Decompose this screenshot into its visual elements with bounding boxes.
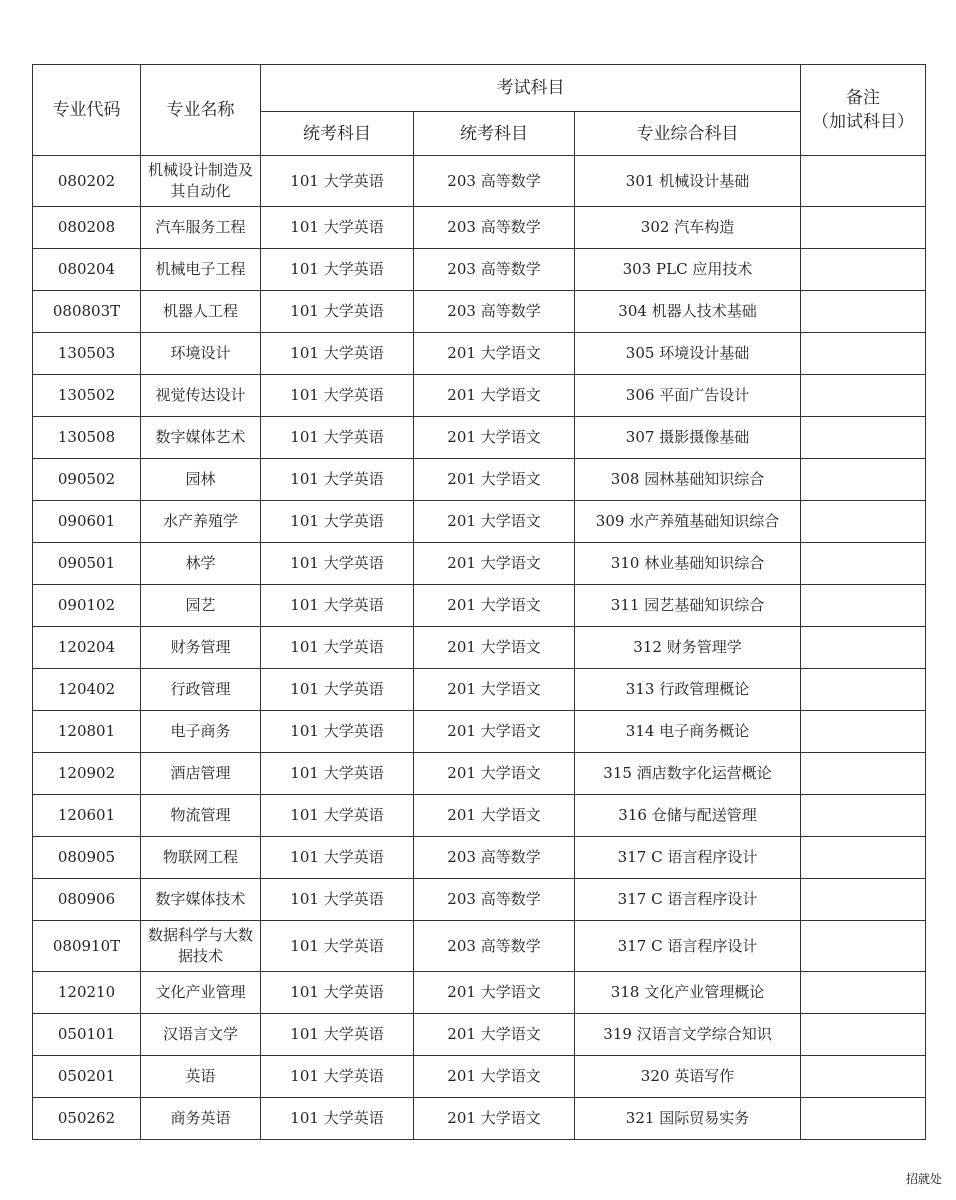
cell-name: 数据科学与大数据技术 bbox=[141, 921, 261, 972]
cell-remarks bbox=[801, 207, 926, 249]
cell-comprehensive: 318 文化产业管理概论 bbox=[575, 972, 801, 1014]
cell-unified-2: 201 大学语文 bbox=[414, 711, 575, 753]
table-row bbox=[33, 921, 926, 972]
cell-code: 130508 bbox=[33, 417, 141, 459]
table-row bbox=[33, 375, 926, 417]
cell-remarks bbox=[801, 972, 926, 1014]
cell-code: 080202 bbox=[33, 156, 141, 207]
cell-comprehensive: 302 汽车构造 bbox=[575, 207, 801, 249]
cell-name: 物联网工程 bbox=[141, 837, 261, 879]
cell-code: 080905 bbox=[33, 837, 141, 879]
cell-code: 120902 bbox=[33, 753, 141, 795]
header-unified-2: 统考科目 bbox=[414, 112, 575, 156]
header-remarks-sub: （加试科目） bbox=[812, 112, 914, 132]
table-row bbox=[33, 156, 926, 207]
table-row bbox=[33, 501, 926, 543]
cell-remarks bbox=[801, 1098, 926, 1140]
cell-remarks bbox=[801, 1014, 926, 1056]
table-row bbox=[33, 879, 926, 921]
cell-comprehensive: 312 财务管理学 bbox=[575, 627, 801, 669]
cell-comprehensive: 315 酒店数字化运营概论 bbox=[575, 753, 801, 795]
cell-unified-1: 101 大学英语 bbox=[261, 1098, 414, 1140]
cell-unified-1: 101 大学英语 bbox=[261, 921, 414, 972]
cell-name: 汉语言文学 bbox=[141, 1014, 261, 1056]
cell-remarks bbox=[801, 417, 926, 459]
cell-unified-1: 101 大学英语 bbox=[261, 879, 414, 921]
cell-comprehensive: 303 PLC 应用技术 bbox=[575, 249, 801, 291]
cell-unified-1: 101 大学英语 bbox=[261, 207, 414, 249]
cell-code: 080910T bbox=[33, 921, 141, 972]
cell-unified-2: 201 大学语文 bbox=[414, 459, 575, 501]
cell-remarks bbox=[801, 249, 926, 291]
table-row bbox=[33, 795, 926, 837]
cell-comprehensive: 301 机械设计基础 bbox=[575, 156, 801, 207]
cell-name: 机器人工程 bbox=[141, 291, 261, 333]
cell-code: 120801 bbox=[33, 711, 141, 753]
cell-unified-2: 203 高等数学 bbox=[414, 921, 575, 972]
cell-unified-2: 201 大学语文 bbox=[414, 1014, 575, 1056]
cell-unified-1: 101 大学英语 bbox=[261, 333, 414, 375]
cell-unified-1: 101 大学英语 bbox=[261, 753, 414, 795]
header-remarks bbox=[801, 65, 926, 156]
table-row bbox=[33, 1056, 926, 1098]
cell-remarks bbox=[801, 156, 926, 207]
cell-unified-2: 201 大学语文 bbox=[414, 375, 575, 417]
header-name: 专业名称 bbox=[141, 65, 261, 156]
cell-name: 林学 bbox=[141, 543, 261, 585]
cell-code: 130502 bbox=[33, 375, 141, 417]
table-row bbox=[33, 207, 926, 249]
cell-unified-2: 201 大学语文 bbox=[414, 333, 575, 375]
cell-comprehensive: 320 英语写作 bbox=[575, 1056, 801, 1098]
cell-unified-1: 101 大学英语 bbox=[261, 291, 414, 333]
cell-name: 电子商务 bbox=[141, 711, 261, 753]
cell-unified-2: 201 大学语文 bbox=[414, 669, 575, 711]
cell-unified-1: 101 大学英语 bbox=[261, 459, 414, 501]
cell-unified-2: 203 高等数学 bbox=[414, 879, 575, 921]
cell-unified-2: 201 大学语文 bbox=[414, 795, 575, 837]
cell-code: 120210 bbox=[33, 972, 141, 1014]
cell-unified-1: 101 大学英语 bbox=[261, 972, 414, 1014]
cell-unified-2: 203 高等数学 bbox=[414, 207, 575, 249]
cell-comprehensive: 317 C 语言程序设计 bbox=[575, 921, 801, 972]
cell-code: 090601 bbox=[33, 501, 141, 543]
cell-unified-1: 101 大学英语 bbox=[261, 375, 414, 417]
header-remarks-label: 备注 bbox=[846, 88, 880, 108]
cell-code: 090501 bbox=[33, 543, 141, 585]
table-row bbox=[33, 1014, 926, 1056]
cell-name: 数字媒体技术 bbox=[141, 879, 261, 921]
cell-code: 130503 bbox=[33, 333, 141, 375]
cell-unified-2: 201 大学语文 bbox=[414, 501, 575, 543]
cell-remarks bbox=[801, 795, 926, 837]
cell-unified-2: 203 高等数学 bbox=[414, 291, 575, 333]
cell-unified-1: 101 大学英语 bbox=[261, 543, 414, 585]
cell-name: 视觉传达设计 bbox=[141, 375, 261, 417]
cell-comprehensive: 309 水产养殖基础知识综合 bbox=[575, 501, 801, 543]
table-row bbox=[33, 291, 926, 333]
cell-unified-1: 101 大学英语 bbox=[261, 627, 414, 669]
cell-code: 050262 bbox=[33, 1098, 141, 1140]
cell-name: 汽车服务工程 bbox=[141, 207, 261, 249]
cell-remarks bbox=[801, 291, 926, 333]
cell-unified-2: 201 大学语文 bbox=[414, 417, 575, 459]
table-row bbox=[33, 972, 926, 1014]
footer-office: 招就处 bbox=[906, 1172, 943, 1186]
cell-unified-2: 203 高等数学 bbox=[414, 837, 575, 879]
cell-code: 120204 bbox=[33, 627, 141, 669]
header-exam-subjects: 考试科目 bbox=[261, 65, 801, 112]
cell-remarks bbox=[801, 459, 926, 501]
cell-comprehensive: 305 环境设计基础 bbox=[575, 333, 801, 375]
cell-unified-1: 101 大学英语 bbox=[261, 1056, 414, 1098]
cell-unified-2: 201 大学语文 bbox=[414, 1098, 575, 1140]
cell-remarks bbox=[801, 921, 926, 972]
cell-unified-1: 101 大学英语 bbox=[261, 669, 414, 711]
cell-comprehensive: 313 行政管理概论 bbox=[575, 669, 801, 711]
cell-name: 园林 bbox=[141, 459, 261, 501]
cell-code: 080204 bbox=[33, 249, 141, 291]
cell-name: 水产养殖学 bbox=[141, 501, 261, 543]
cell-remarks bbox=[801, 585, 926, 627]
cell-code: 050101 bbox=[33, 1014, 141, 1056]
cell-unified-2: 203 高等数学 bbox=[414, 249, 575, 291]
cell-remarks bbox=[801, 627, 926, 669]
cell-remarks bbox=[801, 375, 926, 417]
table-row bbox=[33, 669, 926, 711]
cell-name: 物流管理 bbox=[141, 795, 261, 837]
cell-name: 机械设计制造及其自动化 bbox=[141, 156, 261, 207]
table-row bbox=[33, 417, 926, 459]
table-row bbox=[33, 837, 926, 879]
cell-unified-1: 101 大学英语 bbox=[261, 837, 414, 879]
cell-unified-2: 201 大学语文 bbox=[414, 1056, 575, 1098]
cell-name: 环境设计 bbox=[141, 333, 261, 375]
cell-unified-1: 101 大学英语 bbox=[261, 795, 414, 837]
exam-subjects-table bbox=[32, 64, 926, 1140]
header-unified-1: 统考科目 bbox=[261, 112, 414, 156]
table-row bbox=[33, 753, 926, 795]
cell-name: 行政管理 bbox=[141, 669, 261, 711]
cell-code: 080906 bbox=[33, 879, 141, 921]
cell-unified-2: 201 大学语文 bbox=[414, 753, 575, 795]
cell-comprehensive: 310 林业基础知识综合 bbox=[575, 543, 801, 585]
cell-code: 090102 bbox=[33, 585, 141, 627]
table-row bbox=[33, 1098, 926, 1140]
table-row bbox=[33, 543, 926, 585]
table-row bbox=[33, 711, 926, 753]
cell-code: 050201 bbox=[33, 1056, 141, 1098]
cell-comprehensive: 321 国际贸易实务 bbox=[575, 1098, 801, 1140]
cell-comprehensive: 319 汉语言文学综合知识 bbox=[575, 1014, 801, 1056]
table-row bbox=[33, 459, 926, 501]
cell-unified-2: 201 大学语文 bbox=[414, 972, 575, 1014]
cell-unified-2: 201 大学语文 bbox=[414, 585, 575, 627]
table-row bbox=[33, 333, 926, 375]
cell-comprehensive: 308 园林基础知识综合 bbox=[575, 459, 801, 501]
cell-comprehensive: 316 仓储与配送管理 bbox=[575, 795, 801, 837]
table-row bbox=[33, 627, 926, 669]
cell-code: 080208 bbox=[33, 207, 141, 249]
cell-remarks bbox=[801, 879, 926, 921]
cell-comprehensive: 317 C 语言程序设计 bbox=[575, 837, 801, 879]
table-row bbox=[33, 249, 926, 291]
cell-unified-2: 201 大学语文 bbox=[414, 543, 575, 585]
header-code: 专业代码 bbox=[33, 65, 141, 156]
cell-remarks bbox=[801, 1056, 926, 1098]
cell-remarks bbox=[801, 543, 926, 585]
cell-name: 园艺 bbox=[141, 585, 261, 627]
cell-code: 120601 bbox=[33, 795, 141, 837]
cell-unified-2: 203 高等数学 bbox=[414, 156, 575, 207]
cell-name: 数字媒体艺术 bbox=[141, 417, 261, 459]
header-comprehensive: 专业综合科目 bbox=[575, 112, 801, 156]
cell-comprehensive: 306 平面广告设计 bbox=[575, 375, 801, 417]
cell-name: 商务英语 bbox=[141, 1098, 261, 1140]
cell-comprehensive: 307 摄影摄像基础 bbox=[575, 417, 801, 459]
cell-code: 090502 bbox=[33, 459, 141, 501]
cell-name: 酒店管理 bbox=[141, 753, 261, 795]
cell-unified-1: 101 大学英语 bbox=[261, 249, 414, 291]
cell-unified-1: 101 大学英语 bbox=[261, 711, 414, 753]
cell-remarks bbox=[801, 753, 926, 795]
cell-comprehensive: 314 电子商务概论 bbox=[575, 711, 801, 753]
cell-remarks bbox=[801, 501, 926, 543]
cell-unified-1: 101 大学英语 bbox=[261, 417, 414, 459]
cell-unified-1: 101 大学英语 bbox=[261, 156, 414, 207]
cell-comprehensive: 311 园艺基础知识综合 bbox=[575, 585, 801, 627]
cell-comprehensive: 304 机器人技术基础 bbox=[575, 291, 801, 333]
cell-remarks bbox=[801, 711, 926, 753]
cell-unified-1: 101 大学英语 bbox=[261, 585, 414, 627]
cell-name: 文化产业管理 bbox=[141, 972, 261, 1014]
cell-name: 机械电子工程 bbox=[141, 249, 261, 291]
table-row bbox=[33, 585, 926, 627]
cell-unified-2: 201 大学语文 bbox=[414, 627, 575, 669]
cell-unified-1: 101 大学英语 bbox=[261, 1014, 414, 1056]
cell-remarks bbox=[801, 669, 926, 711]
cell-remarks bbox=[801, 837, 926, 879]
cell-name: 英语 bbox=[141, 1056, 261, 1098]
cell-remarks bbox=[801, 333, 926, 375]
cell-comprehensive: 317 C 语言程序设计 bbox=[575, 879, 801, 921]
cell-code: 120402 bbox=[33, 669, 141, 711]
cell-code: 080803T bbox=[33, 291, 141, 333]
cell-unified-1: 101 大学英语 bbox=[261, 501, 414, 543]
cell-name: 财务管理 bbox=[141, 627, 261, 669]
